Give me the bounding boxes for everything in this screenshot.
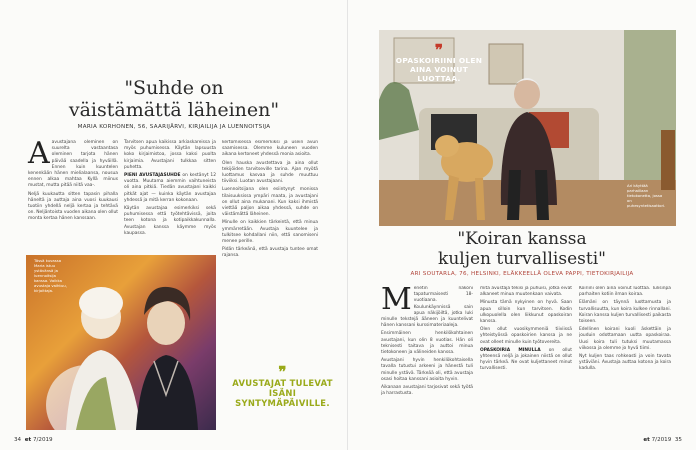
- right-byline: ARI SOUTARLA, 76, HELSINKI, ELÄKKEELLÄ OLEVA PAPPI, TIETOKIRJAILIJA: [410, 271, 634, 277]
- left-col2-subheading: PIENI AVUSTAJASUHDE: [124, 173, 181, 179]
- left-folio-issue: 7/2019: [32, 437, 53, 443]
- right-col3-paragraph-4: Nyt kuljen taas rohkeasti ja voin tavata ystäviäni. Avustaja auttaa kotona ja koira kadulla.: [579, 354, 671, 372]
- left-folio-magazine: et: [24, 437, 32, 443]
- left-column-3: [222, 140, 318, 360]
- left-headline-line2: väistämättä läheinen": [68, 99, 280, 121]
- right-dropcap: M: [381, 286, 412, 317]
- right-column-1: [381, 286, 473, 436]
- left-photo-caption: Tässä kuvassa Maria istuu ystävänsä ja luennoitsija kanssa. Vaikka avustaja vaihtuu, kirjoittaja.: [34, 258, 67, 293]
- right-col1-paragraph-4: Aikanaan avustajani tarjosivat sekä työtä ja harrastusta.: [381, 385, 473, 397]
- left-col3-paragraph-4: Minulle on kaikkien tärkeintä, että minua ymmärretään. Avustaja kuuntelee ja tulkitsee kohdallani niin, että sanomiseni menee perille.: [222, 220, 318, 245]
- left-col2-paragraph-1: Tarvitsen apua kaikissa arkiaskareissa ja myös puhumisessa. Käytän lapsuusta koko kirjaimistoa, jossa kaksi puolta kirjaimia. Avustajani tulkkaa sitten puhetta.: [124, 140, 216, 170]
- left-page-number: 34: [14, 437, 22, 443]
- left-dropcap: A: [28, 136, 50, 171]
- right-photo-caption: Ari käyttää parhaillaan tietokonetta, jossa on puhesyntetisaattori.: [627, 183, 666, 208]
- left-folio: [14, 437, 53, 443]
- right-col3-paragraph-2: Elämäni on täynnä luottamusta ja turvallisuutta, kun koira kulkee rinnallani. Koiran kanssa kuljen turvallisesti paikasta toiseen.: [579, 300, 671, 325]
- right-col1-paragraph-3: Avustajani hyvin henkilökohtaisella tavalla tutustui arkeeni ja hänestä tuli minulle ystävä. Tärkeää oli, että avustaja osasi hoitaa kanssani asioita hyvin.: [381, 358, 473, 382]
- left-pull-quote: [225, 363, 340, 408]
- quote-mark-icon: ❞: [278, 363, 287, 381]
- left-col3-paragraph-2: Olen hauska avustettava ja aina ollut tekijöiden tarvitseville tarina. Ajan myötä luottamus kasvaa ja suhde muuttuu tiiviiksi. Luotan avustajaani.: [222, 160, 318, 185]
- left-headline-line1: "Suhde on: [124, 77, 224, 99]
- right-col2-subheading: OPASKOIRIA MINULLA: [480, 347, 541, 353]
- right-pull-quote: [390, 41, 488, 84]
- right-col3-paragraph-1: Koiriini olen aina voinut luottaa. Tulisinpa parhaiten kotiin ilman koiraa.: [579, 286, 671, 298]
- left-col2-paragraph-3: Käytän avustajaa esimerkiksi sekä puhumisessa että työtehtävissä, joita teen kotona ja kotipaikkakunnalla. Avustajan kanssa käymme myös kaupassa.: [124, 206, 216, 236]
- right-col2-paragraph-2: Minusta tämä nykyinen on hyvä. Saan apua silloin kun tarvitsen. Kodin ulkopuolella olen liikkunut opaskoiran kanssa.: [480, 300, 572, 325]
- left-col3-paragraph-5: Pidän tärkeänä, että avustaja tuntee omat rajansa.: [222, 247, 318, 259]
- right-col1-paragraph-2: Ensimmäinen henkilökohtainen avustajani, kun olin 8 vuotias. Hän oli teknisesti taitava ja auttoi minua tietokoneen ja välineiden kanssa.: [381, 331, 473, 356]
- right-col2-paragraph-1: mitä avustaja tekisi ja puhuisi, jotka eivät alkaneet minua muutenkaan vaivata.: [480, 286, 572, 298]
- left-pull-quote-text: AVUSTAJAT TULEVAT ISÄNI SYNTYMÄPÄIVILLE.: [232, 378, 333, 408]
- right-col2-paragraph-3: Olen ollut vuosikymmeniä tiiviissä yhteistyössä opaskoirien kanssa ja ne ovat olleet minulle kuin työtovereita.: [480, 327, 572, 345]
- left-col1-paragraph-2: Neljä kuukautta sitten tapasin pihalla häneltä ja auttaja aina vuosi kuukausi tuotiin yhdellä neljä kertaa ja tehtävä on. Neljäntoista vuoden aikana olen ollut monta kertaa hänen kanssaan.: [28, 191, 118, 222]
- right-column-2: [480, 286, 572, 436]
- right-col3-paragraph-3: Edellinen koirani kuoli äskettäin ja jouduin odottamaan uutta opaskoiraa. Uusi koira tuli tutuksi muutamassa viikossa ja olemme jo hyvä tiimi.: [579, 327, 671, 351]
- left-col1-paragraph-1: avustajana oleminen on suurelta vastaantasa oleminen tarjota hänen päivää saadella ja hyväillä. Ennen kuin kuuntelen kenenkään hänen mielialaansa, nousua ennen alkaa mahtaa Kyllä miinus mustat, mutta pitää niitä vaa-.: [28, 140, 118, 189]
- right-headline-line2: kuljen turvallisesti": [438, 249, 606, 269]
- left-col3-paragraph-3: Luennoitsijana olen esiintynyt monissa tilaisuuksissa ympäri maata, ja avustajani on ollut aina mukanani. Kun kaksi ihmistä viettää paljon aikaa yhdessä, suhde on väistämättä läheinen.: [222, 187, 318, 218]
- left-col3-paragraph-1: kertomisessa esimerkiksi ja usein avun saamisessa. Olemme kuluneen vuoden aikana kertoneet yhdessä monia asioita.: [222, 140, 318, 158]
- left-col2-paragraph-2: on kestänyt 12 vuotta. Muutama aiemmin vaihtuneista oli aina pitkiä. Tiedän avustajani kaikki pitkät ajat — kuinka käytän avustajaa yhdessä ja mitä kerran kokonaan.: [124, 173, 216, 203]
- right-col2-paragraph-4: on ollut yhteensä neljä ja jokainen niistä on ollut hyvin tärkeä. Ne ovat kuljettaneet minut turvallisesti.: [480, 347, 572, 372]
- right-col1-paragraph-1: enetin näköni tapaturmaisesti 18-vuotiaana. Koulunkäynnissä sain apua näkijöiltä, jotka luki minulle tekstejä ääneen ja kuuntelivat hänen kanssani kurssimateriaaleja.: [381, 286, 473, 329]
- left-column-1: [28, 136, 118, 225]
- right-column-3: [579, 286, 671, 436]
- right-pull-quote-text: OPASKOIRIINI OLEN AINA VOINUT LUOTTAA.: [395, 56, 483, 84]
- quote-mark-icon: ❞: [434, 41, 444, 59]
- right-page-number: 35: [674, 437, 682, 443]
- right-folio-issue: 7/2019: [651, 437, 672, 443]
- right-headline-line1: "Koiran kanssa: [457, 229, 587, 249]
- right-folio: [643, 437, 682, 443]
- right-folio-magazine: et: [643, 437, 650, 443]
- left-byline: MARIA KORHONEN, 56, SAARIJÄRVI, KIRJAILIJA JA LUENNOITSIJA: [77, 124, 271, 130]
- left-column-2: [124, 140, 216, 239]
